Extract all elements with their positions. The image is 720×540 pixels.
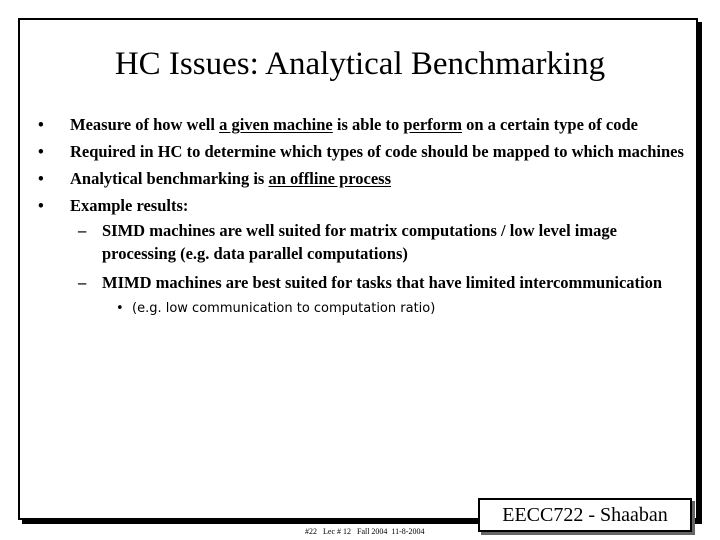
bullet-required xyxy=(38,140,688,163)
sub-bullet-mimd xyxy=(38,271,688,294)
bullet-analytical xyxy=(38,167,688,190)
sub-bullet-text: SIMD machines are well suited for matrix computations / low level image processing (e.g. data parallel computations) xyxy=(102,221,617,263)
bullet-list xyxy=(38,113,688,318)
bullet-text: Analytical benchmarking is xyxy=(70,169,269,188)
bullet-marker: • xyxy=(116,301,124,316)
bullet-marker: • xyxy=(38,115,44,134)
bullet-example xyxy=(38,194,688,217)
dash-marker: – xyxy=(78,273,87,292)
bullet-text: on a certain type of code xyxy=(462,115,638,134)
sub-sub-bullet xyxy=(38,300,688,318)
slide-title: HC Issues: Analytical Benchmarking xyxy=(114,46,606,82)
dash-marker: – xyxy=(78,221,87,240)
sub-bullet-simd xyxy=(38,219,688,265)
underlined-text: a given machine xyxy=(219,115,333,134)
bullet-marker: • xyxy=(38,169,44,188)
bullet-marker: • xyxy=(38,196,44,215)
sub-sub-bullet-text: (e.g. low communication to computation ratio) xyxy=(132,301,436,316)
underlined-text: perform xyxy=(403,115,462,134)
bullet-text: Example results: xyxy=(70,196,189,215)
bullet-text: Required in HC to determine which types of code should be mapped to which machines xyxy=(70,142,684,161)
bullet-measure xyxy=(38,113,688,136)
slide-footer: #22 Lec # 12 Fall 2004 11-8-2004 xyxy=(305,527,425,536)
bullet-text: Measure of how well xyxy=(70,115,220,134)
bullet-text: is able to xyxy=(332,115,404,134)
course-logo: EECC722 - Shaaban xyxy=(478,498,692,532)
sub-bullet-text: MIMD machines are best suited for tasks that have limited intercommunication xyxy=(102,273,663,292)
underlined-text: an offline process xyxy=(268,169,392,188)
bullet-marker: • xyxy=(38,142,44,161)
